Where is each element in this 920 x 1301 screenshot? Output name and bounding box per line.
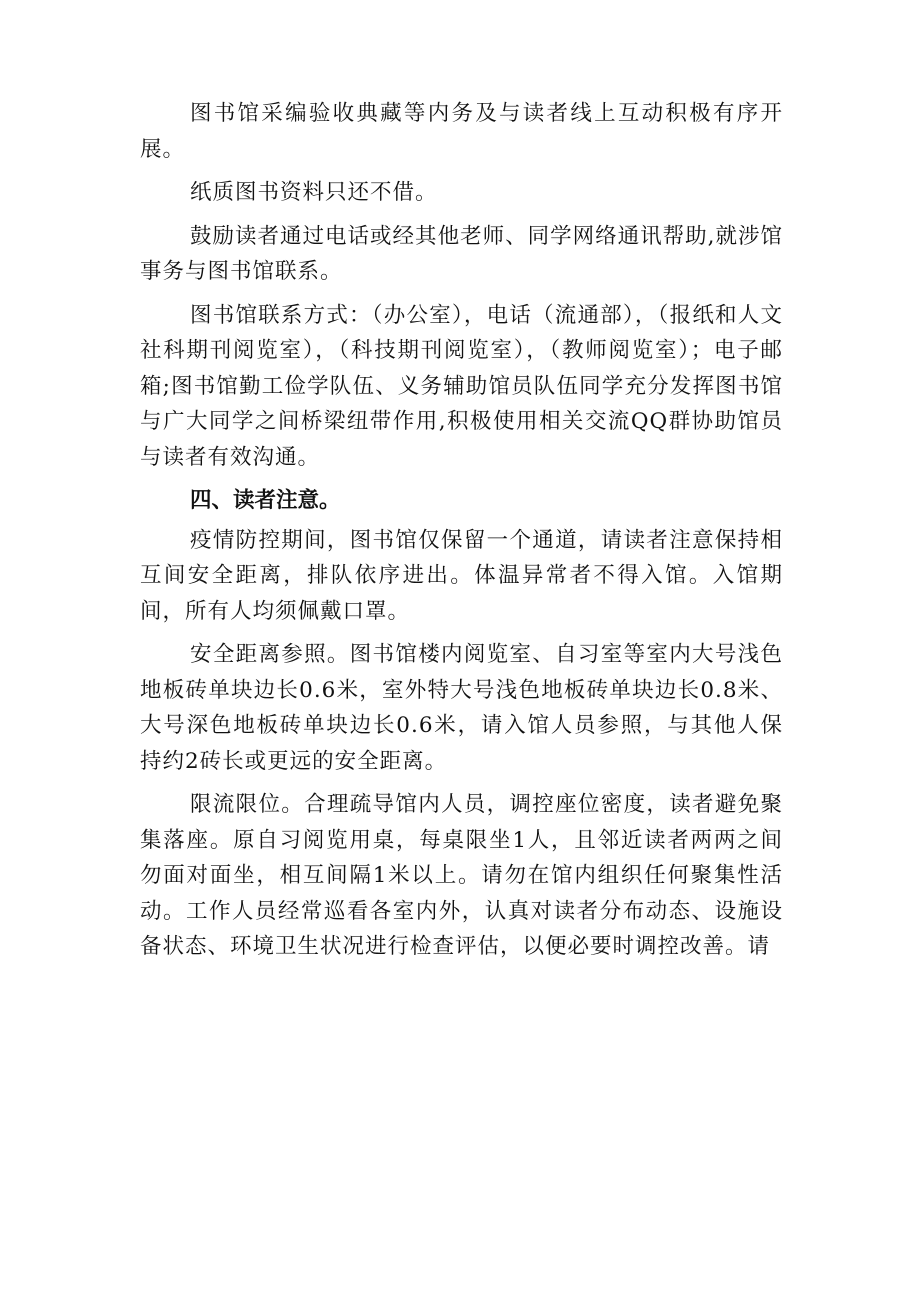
paragraph-contact-methods: 图书馆联系方式：（办公室），电话（流通部），（报纸和人文社科期刊阅览室），（科技期刊阅览室），（教师阅览室）；电子邮箱;图书馆勤工俭学队伍、义务辅助馆员队伍同学充分发挥图书馆与广大同学之间桥梁纽带作用,积极使用相关交流QQ群协助馆员与读者有效沟通。 bbox=[140, 302, 783, 470]
paragraph-safe-distance: 安全距离参照。图书馆楼内阅览室、自习室等室内大号浅色地板砖单块边长0.6米，室外特大号浅色地板砖单块边长0.8米、大号深色地板砖单块边长0.6米，请入馆人员参照，与其他人保持约2砖长或更远的安全距离。 bbox=[140, 642, 783, 774]
paragraph-internal-work: 图书馆采编验收典藏等内务及与读者线上互动积极有序开展。 bbox=[140, 101, 783, 162]
paragraph-contact-encouragement: 鼓励读者通过电话或经其他老师、同学网络通讯帮助,就涉馆事务与图书馆联系。 bbox=[140, 223, 783, 284]
paragraph-epidemic-control: 疫情防控期间，图书馆仅保留一个通道，请读者注意保持相互间安全距离，排队依序进出。体温异常者不得入馆。入馆期间，所有人均须佩戴口罩。 bbox=[140, 527, 783, 624]
paragraph-crowd-limit: 限流限位。合理疏导馆内人员，调控座位密度，读者避免聚集落座。原自习阅览用桌，每桌限坐1人，且邻近读者两两之间勿面对面坐，相互间隔1米以上。请勿在馆内组织任何聚集性活动。工作人员经常巡看各室内外，认真对读者分布动态、设施设备状态、环境卫生状况进行检查评估，以便必要时调控改善。请 bbox=[140, 792, 783, 959]
paragraph-no-borrowing: 纸质图书资料只还不借。 bbox=[190, 180, 438, 205]
section-heading: 四、读者注意。 bbox=[190, 488, 341, 513]
document-page bbox=[140, 96, 783, 965]
